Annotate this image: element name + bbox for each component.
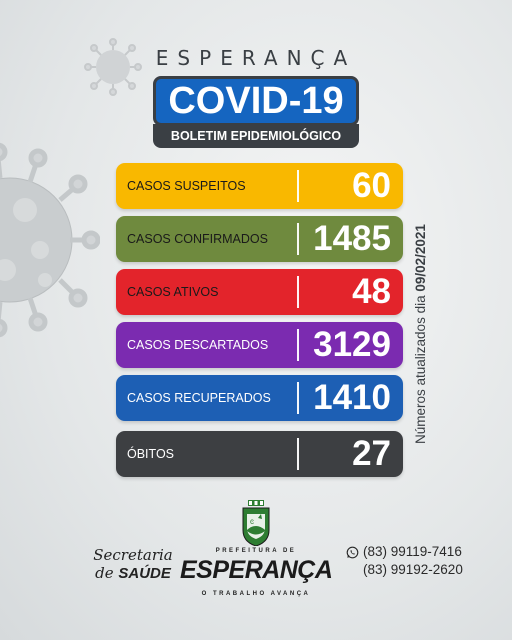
- stat-label: ÓBITOS: [127, 447, 175, 461]
- stat-divider: [297, 170, 299, 202]
- city-crest-icon: [240, 500, 272, 546]
- secretaria-line2-bold: SAÚDE: [118, 565, 171, 582]
- stat-divider: [297, 329, 299, 361]
- stat-row: [116, 163, 403, 209]
- city-title: ESPERANÇA: [155, 46, 357, 70]
- stat-divider: [297, 382, 299, 414]
- stat-value: 60: [352, 166, 391, 205]
- stat-value: 48: [352, 272, 391, 311]
- phone-row-1: [346, 543, 463, 561]
- stat-label: CASOS ATIVOS: [127, 285, 219, 299]
- secretaria-line1: Secretaria: [93, 546, 173, 564]
- secretaria-saude-logo: [78, 546, 188, 583]
- prefeitura-slogan: O TRABALHO AVANÇA: [201, 591, 311, 597]
- whatsapp-icon: [346, 546, 359, 559]
- stat-value: 1485: [313, 219, 391, 258]
- stat-row: [116, 216, 403, 262]
- virus-illustration-large: [0, 130, 100, 350]
- stat-row: [116, 375, 403, 421]
- stat-label: CASOS CONFIRMADOS: [127, 232, 268, 246]
- stat-divider: [297, 438, 299, 470]
- stat-value: 3129: [313, 325, 391, 364]
- update-prefix: Números atualizados dia: [413, 291, 428, 444]
- bulletin-subtitle: BOLETIM EPIDEMIOLÓGICO: [153, 124, 359, 148]
- stat-label: CASOS DESCARTADOS: [127, 338, 269, 352]
- stat-divider: [297, 276, 299, 308]
- stat-divider: [297, 223, 299, 255]
- stat-value: 1410: [313, 378, 391, 417]
- prefeitura-name: ESPERANÇA: [180, 556, 333, 584]
- stat-row: [116, 269, 403, 315]
- prefeitura-top-text: PREFEITURA DE: [215, 548, 297, 554]
- secretaria-line2-prefix: de: [95, 564, 119, 582]
- contact-phones: [346, 543, 463, 579]
- stat-value: 27: [352, 434, 391, 473]
- phone-2[interactable]: (83) 99192-2620: [363, 562, 463, 577]
- phone-1[interactable]: (83) 99119-7416: [363, 544, 462, 559]
- covid-title-badge: COVID-19: [153, 76, 359, 126]
- update-date: 09/02/2021: [413, 224, 428, 292]
- phone-row-2: [346, 561, 463, 579]
- update-date-text: [413, 224, 428, 444]
- stat-row: [116, 431, 403, 477]
- secretaria-line2: [78, 564, 188, 583]
- stat-row: [116, 322, 403, 368]
- stat-label: CASOS SUSPEITOS: [127, 179, 246, 193]
- stat-label: CASOS RECUPERADOS: [127, 391, 271, 405]
- svg-text:ͼ: ͼ: [250, 517, 254, 526]
